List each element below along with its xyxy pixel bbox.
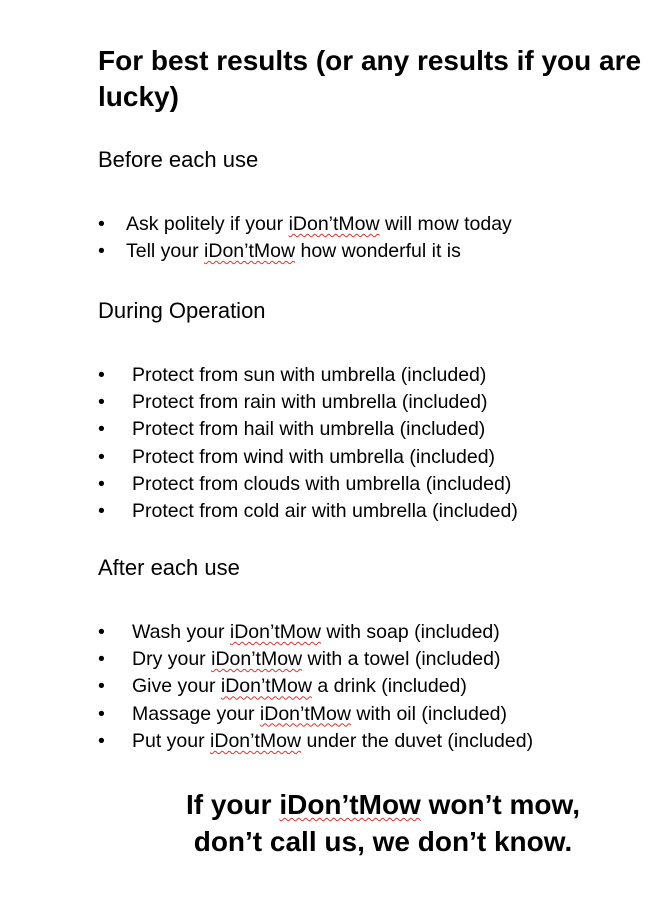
- brand-name: iDon’tMow: [210, 729, 302, 752]
- brand-name: iDon’tMow: [288, 213, 380, 235]
- brand-name: iDon’tMow: [204, 240, 296, 263]
- bullet-icon: •: [98, 240, 105, 263]
- during-list: [98, 362, 518, 525]
- bullet-icon: •: [98, 364, 105, 386]
- before-list: [98, 211, 512, 265]
- list-item: • Give your iDon’tMow a drink (included): [98, 673, 533, 700]
- list-item: • Protect from hail with umbrella (included): [98, 416, 518, 443]
- section-title-after: After each use: [98, 555, 240, 580]
- list-item: • Protect from rain with umbrella (included): [98, 389, 518, 416]
- list-item: • Massage your iDon’tMow with oil (included): [98, 701, 533, 728]
- closing-slogan: [98, 786, 668, 860]
- brand-name: iDon’tMow: [259, 702, 351, 725]
- closing-line-2: don’t call us, we don’t know.: [193, 826, 573, 857]
- list-item: • Ask politely if your iDon’tMow will mow today: [98, 211, 512, 238]
- list-item: • Tell your iDon’tMow how wonderful it is: [98, 238, 512, 265]
- brand-name: iDon’tMow: [220, 675, 312, 698]
- section-title-before: Before each use: [98, 147, 259, 172]
- bullet-icon: •: [98, 445, 105, 468]
- bullet-icon: •: [98, 213, 105, 235]
- brand-name: iDon’tMow: [279, 789, 421, 820]
- bullet-icon: •: [98, 621, 105, 643]
- bullet-icon: •: [98, 702, 105, 725]
- closing-line-1: If your iDon’tMow won’t mow,: [185, 789, 581, 820]
- list-item: • Protect from wind with umbrella (included): [98, 444, 518, 471]
- list-item: • Wash your iDon’tMow with soap (included): [98, 619, 533, 646]
- bullet-icon: •: [98, 418, 105, 441]
- brand-name: iDon’tMow: [229, 621, 321, 643]
- list-item: • Protect from clouds with umbrella (included): [98, 471, 518, 498]
- bullet-icon: •: [98, 648, 105, 671]
- bullet-icon: •: [98, 500, 105, 523]
- brand-name: iDon’tMow: [211, 648, 303, 671]
- bullet-icon: •: [98, 472, 105, 495]
- bullet-icon: •: [98, 729, 105, 752]
- bullet-icon: •: [98, 391, 105, 414]
- list-item: • Protect from sun with umbrella (included): [98, 362, 518, 389]
- section-title-during: During Operation: [98, 298, 266, 323]
- page-heading: For best results (or any results if you are lucky): [98, 45, 642, 112]
- bullet-icon: •: [98, 675, 105, 698]
- list-item: • Dry your iDon’tMow with a towel (included): [98, 646, 533, 673]
- list-item: • Put your iDon’tMow under the duvet (included): [98, 728, 533, 755]
- after-list: [98, 619, 533, 755]
- list-item: • Protect from cold air with umbrella (included): [98, 498, 518, 525]
